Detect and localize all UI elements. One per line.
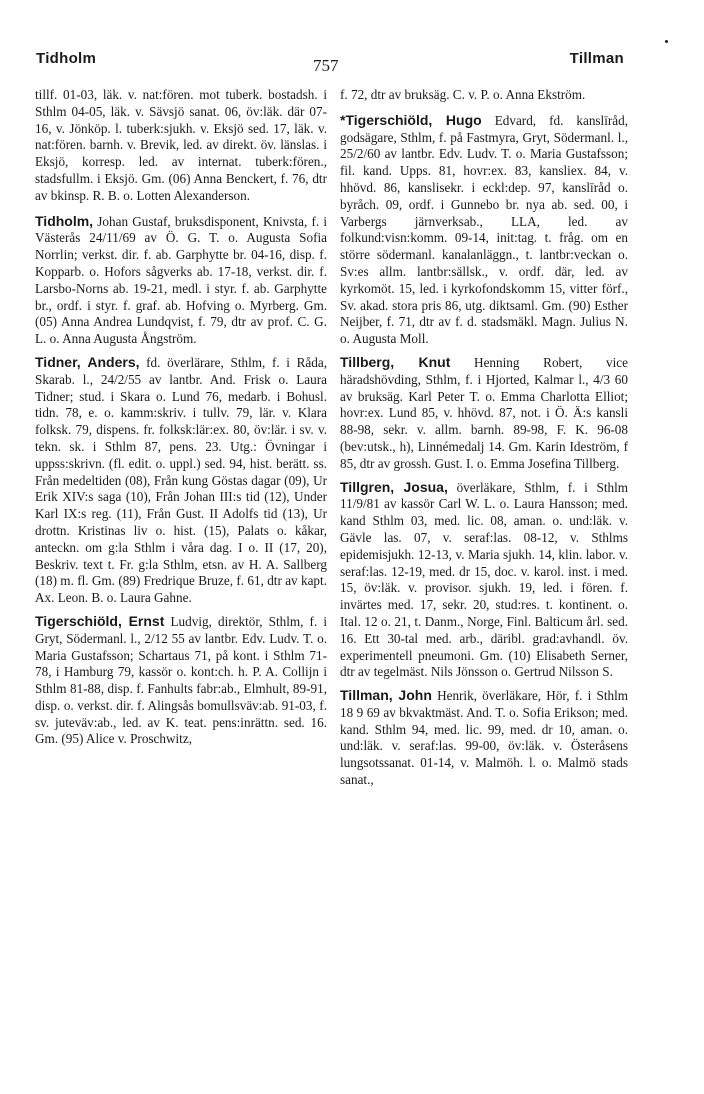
entry-name: Tidholm,: [35, 212, 94, 229]
entry: [35, 87, 327, 205]
running-header: [28, 50, 628, 80]
entry-name: Tillman, John: [340, 687, 432, 704]
entry: [340, 479, 628, 682]
page-number: 757: [313, 56, 339, 75]
entry: [340, 87, 628, 104]
entry-text: Henning Robert, vice häradshövding, Sthlm, f. i Hjorted, Kalmar l., 4/3 60 av bruksäg. Karl Peter T. o. Emma Charlotta Elliot; hovr:ex. Lund 85, v. hhövd. 87, not. i Ö. Ä:s kansli 88-98, sekr. v. allm. barnh. 89-98, F. K. 96-08 (bev:utsk., h), Linnémedalj 14. Gm. Karin Ideström, f 85, dtr av grossh. Gust. I. o. Emma Josefina Tillberg.: [340, 354, 628, 471]
entry: [35, 213, 327, 348]
entry-name: Tillgren, Josua,: [340, 478, 448, 495]
right-column: [340, 87, 628, 795]
entry-text: tillf. 01-03, läk. v. nat:fören. mot tuberk. bostadsh. i Sthlm 04-05, läk. v. Sävsjö sanat. 06, öv:läk. där 07-16, v. Jönköp. l. tuberk:sjukh. v. Eksjö sed. 17, läk. v. nat:fören. barnh. v. Brevik, led. av direkt. öv. länslas. i Eksjö, korresp. led. av internat. tuberk:fören., stadsfullm. i Eksjö. Gm. (06) Anna Benckert, f. 76, dtr av bkinsp. R. B. o. Lotten Alexanderson.: [35, 87, 327, 203]
entry: [340, 687, 628, 789]
entry-text: Edvard, fd. kanslīråd, godsägare, Sthlm, f. på Fastmyra, Gryt, Södermanl. l., 25/2/60 av lantbr. Edv. Ludv. T. o. Maria Gustafsson; fil. kand. Upps. 81, hovr:ex. 83, kansliex. 84, v. hhövd. 86, kanslisekr. i eckl:dep. 97, kanslīråd o. byråch. 09, ordf. i Gunnebo br. nya ab. sed. 00, i Varbergs järnverksab., LLA, led. av folkund:visn:komm. 09-14, init:tag. t. fråg. om en större södermanl. kanalanläggn., t. lantbr:veckan o. Sv:es allm. lantbr:sällsk., v. ordf. där, led. av kyrkomöt. 15, led. i kyrkofondskomm 15, vitter förf., Sv. akad. stora pris 86, utg. diktsaml. Gm. (90) Esther Neijber, f. 71, dtr av f. d. stadsmäkl. Magn. Julius N. o. Augusta Moll.: [340, 112, 629, 347]
entry-text: fd. överlärare, Sthlm, f. i Råda, Skarab. l., 24/2/55 av lantbr. And. Frisk o. Laura Tidner; stud. i Skara o. Lund 76, medarb. i Bohusl. tidn. 78, e. o. kamm:skriv. i tullv. 79, lär. v. Klara folksk. 79, dispens. fr. folksk:lär:ex. 80, öv:lär. i sv. v. tekn. sk. i Sthlm 87, pens. 23. Utg.: Övningar i uppss:skrivn. (fl. edit. o. uppl.) sed. 94, hist. berätt. ss. Från medeltiden (08), Från kung Göstas dagar (09), Ur Erik XIV:s saga (10), Från Johan III:s tid (12), Under Karl IX:s reg. (11), Från Gust. II Adolfs tid (13), Ur drottn. Kristinas liv o. hist. (15), Palats o. kåkar, anteckn. om g:la Sthlm i våra dag. I o. II (17, 20), Beskriv. text t. Fr. g:la Sthlm, etsn. av H. A. Sallberg (18) m. fl. Gm. (89) Fredrique Bruze, f. 61, dtr av kapt. Ax. Leon. B. o. Laura Gahne.: [35, 354, 328, 606]
entry: [340, 354, 628, 473]
header-first-entry: Tidholm: [36, 50, 97, 67]
page-mark: [665, 40, 668, 43]
entry-text: Ludvig, direktör, Sthlm, f. i Gryt, Södermanl. l., 2/12 55 av lantbr. Edv. Ludv. T. o. Maria Gustafsson; Schartaus 71, på kont. i Sthlm 71-78, i Hamburg 79, kassör o. kont:ch. h. P. A. Collijn i Sthlm 81-88, disp. f. Fanhults fabr:ab., Elmhult, 89-91, disp. o. verkst. dir. f. Alingsås bomullsväv:ab. 91-03, f. sv. juteväv:ab., led. av K. teat. pens:inrättn. sed. 16. Gm. (95) Alice v. Proschwitz,: [35, 613, 328, 747]
entry-name: Tigerschiöld, Ernst: [35, 612, 165, 629]
left-column: [35, 87, 327, 754]
entry-text: Henrik, överläkare, Hör, f. i Sthlm 18 9 69 av bkvaktmäst. And. T. o. Sofia Erikson; med. kand. Sthlm 94, med. lic. 99, med. dr 10, aman. o. und:läk. v. seraf:las. 99-00, öv:läk. v. Österåsens lungsotssanat. 01-14, v. Malmöh. l. o. Malmö stads sanat.,: [340, 688, 628, 788]
entry-text: överläkare, Sthlm, f. i Sthlm 11/9/81 av kassör Carl W. L. o. Laura Hansson; med. kand Sthlm 03, med. lic. 08, aman. o. und:läk. v. Gävle las. 07, v. seraf:las. 08-12, v. Sthlms epidemisjukh. 12-13, v. Maria sjukh. 14, klin. labor. v. seraf:las. 12-19, med. dr 15, doc. v. karol. inst. i med. 15, öv:läk. v. provisor. sjukh. 19, led. i fören. f. invärtes med. 17, sekr. 20, stud:res. t. kontinent. o. Ital. 12 o. 21, t. Danm., Norge, Finl. Balticum årl. sed. 16. Ett 30-tal med. arb., däribl. grad:avhandl. öv. experimentell pneumoni. Gm. (10) Elisabeth Serner, dtr av tegelmäst. Nils Jönsson o. Gertrud Nilsson S.: [340, 479, 629, 680]
entry-name: Tillberg, Knut: [340, 353, 451, 370]
entry: [340, 112, 628, 348]
entry-name: *Tigerschiöld, Hugo: [340, 111, 482, 128]
entry-text: Johan Gustaf, bruksdisponent, Knivsta, f. i Västerås 24/11/69 av Ö. G. T. o. Augusta Sofia Norrlin; verkst. dir. f. ab. Garphytte br. 04-16, disp. f. Kopparb. o. Hofors sågverks ab. 17-18, verkst. dir. f. Larsbo-Norns ab. 19-21, medl. i styr. f. ab. Garphytte br., ordf. i styr. f. graf. ab. Hofving o. Myrberg. Gm. (05) Anna Andrea Lundqvist, f. 79, dtr av prof. C. G. L. o. Anna Augusta Ångström.: [35, 213, 328, 347]
entry: [35, 354, 327, 607]
entry: [35, 613, 327, 748]
entry-name: Tidner, Anders,: [35, 353, 140, 370]
header-last-entry: Tillman: [569, 50, 624, 67]
entry-text: f. 72, dtr av bruksäg. C. v. P. o. Anna Ekström.: [340, 87, 586, 102]
